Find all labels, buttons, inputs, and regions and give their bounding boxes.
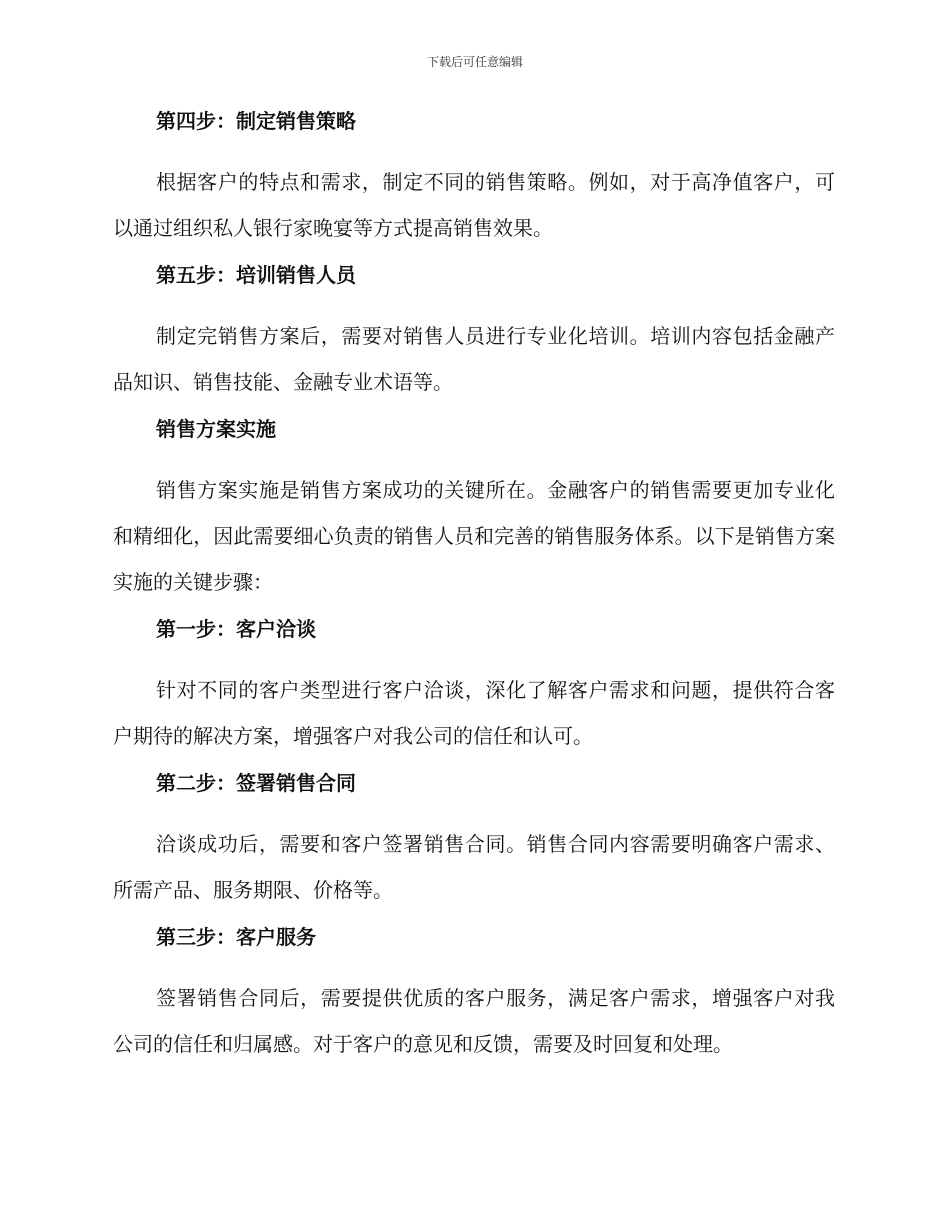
paragraph-step4: 根据客户的特点和需求，制定不同的销售策略。例如，对于高净值客户，可以通过组织私人银行家晚宴等方式提高销售效果。	[113, 170, 835, 240]
paragraph-impl-step1: 针对不同的客户类型进行客户洽谈，深化了解客户需求和问题，提供符合客户期待的解决方案，增强客户对我公司的信任和认可。	[113, 678, 835, 748]
paragraph-impl-step2: 洽谈成功后，需要和客户签署销售合同。销售合同内容需要明确客户需求、所需产品、服务期限、价格等。	[113, 832, 835, 902]
page-header: 下载后可任意编辑	[426, 55, 523, 69]
section-heading-impl-step2: 第二步：签署销售合同	[156, 771, 356, 795]
section-heading-impl-step1: 第一步：客户洽谈	[156, 617, 316, 641]
section-heading-impl-step3: 第三步：客户服务	[156, 925, 316, 949]
section-heading-implementation: 销售方案实施	[156, 417, 276, 441]
section-heading-step5: 第五步：培训销售人员	[156, 263, 356, 287]
section-heading-step4: 第四步：制定销售策略	[156, 109, 356, 133]
paragraph-step5: 制定完销售方案后，需要对销售人员进行专业化培训。培训内容包括金融产品知识、销售技能、金融专业术语等。	[113, 324, 835, 394]
paragraph-impl-step3: 签署销售合同后，需要提供优质的客户服务，满足客户需求，增强客户对我公司的信任和归属感。对于客户的意见和反馈，需要及时回复和处理。	[113, 986, 835, 1056]
document-body	[113, 108, 835, 1078]
paragraph-implementation: 销售方案实施是销售方案成功的关键所在。金融客户的销售需要更加专业化和精细化，因此需要细心负责的销售人员和完善的销售服务体系。以下是销售方案实施的关键步骤：	[113, 478, 835, 594]
